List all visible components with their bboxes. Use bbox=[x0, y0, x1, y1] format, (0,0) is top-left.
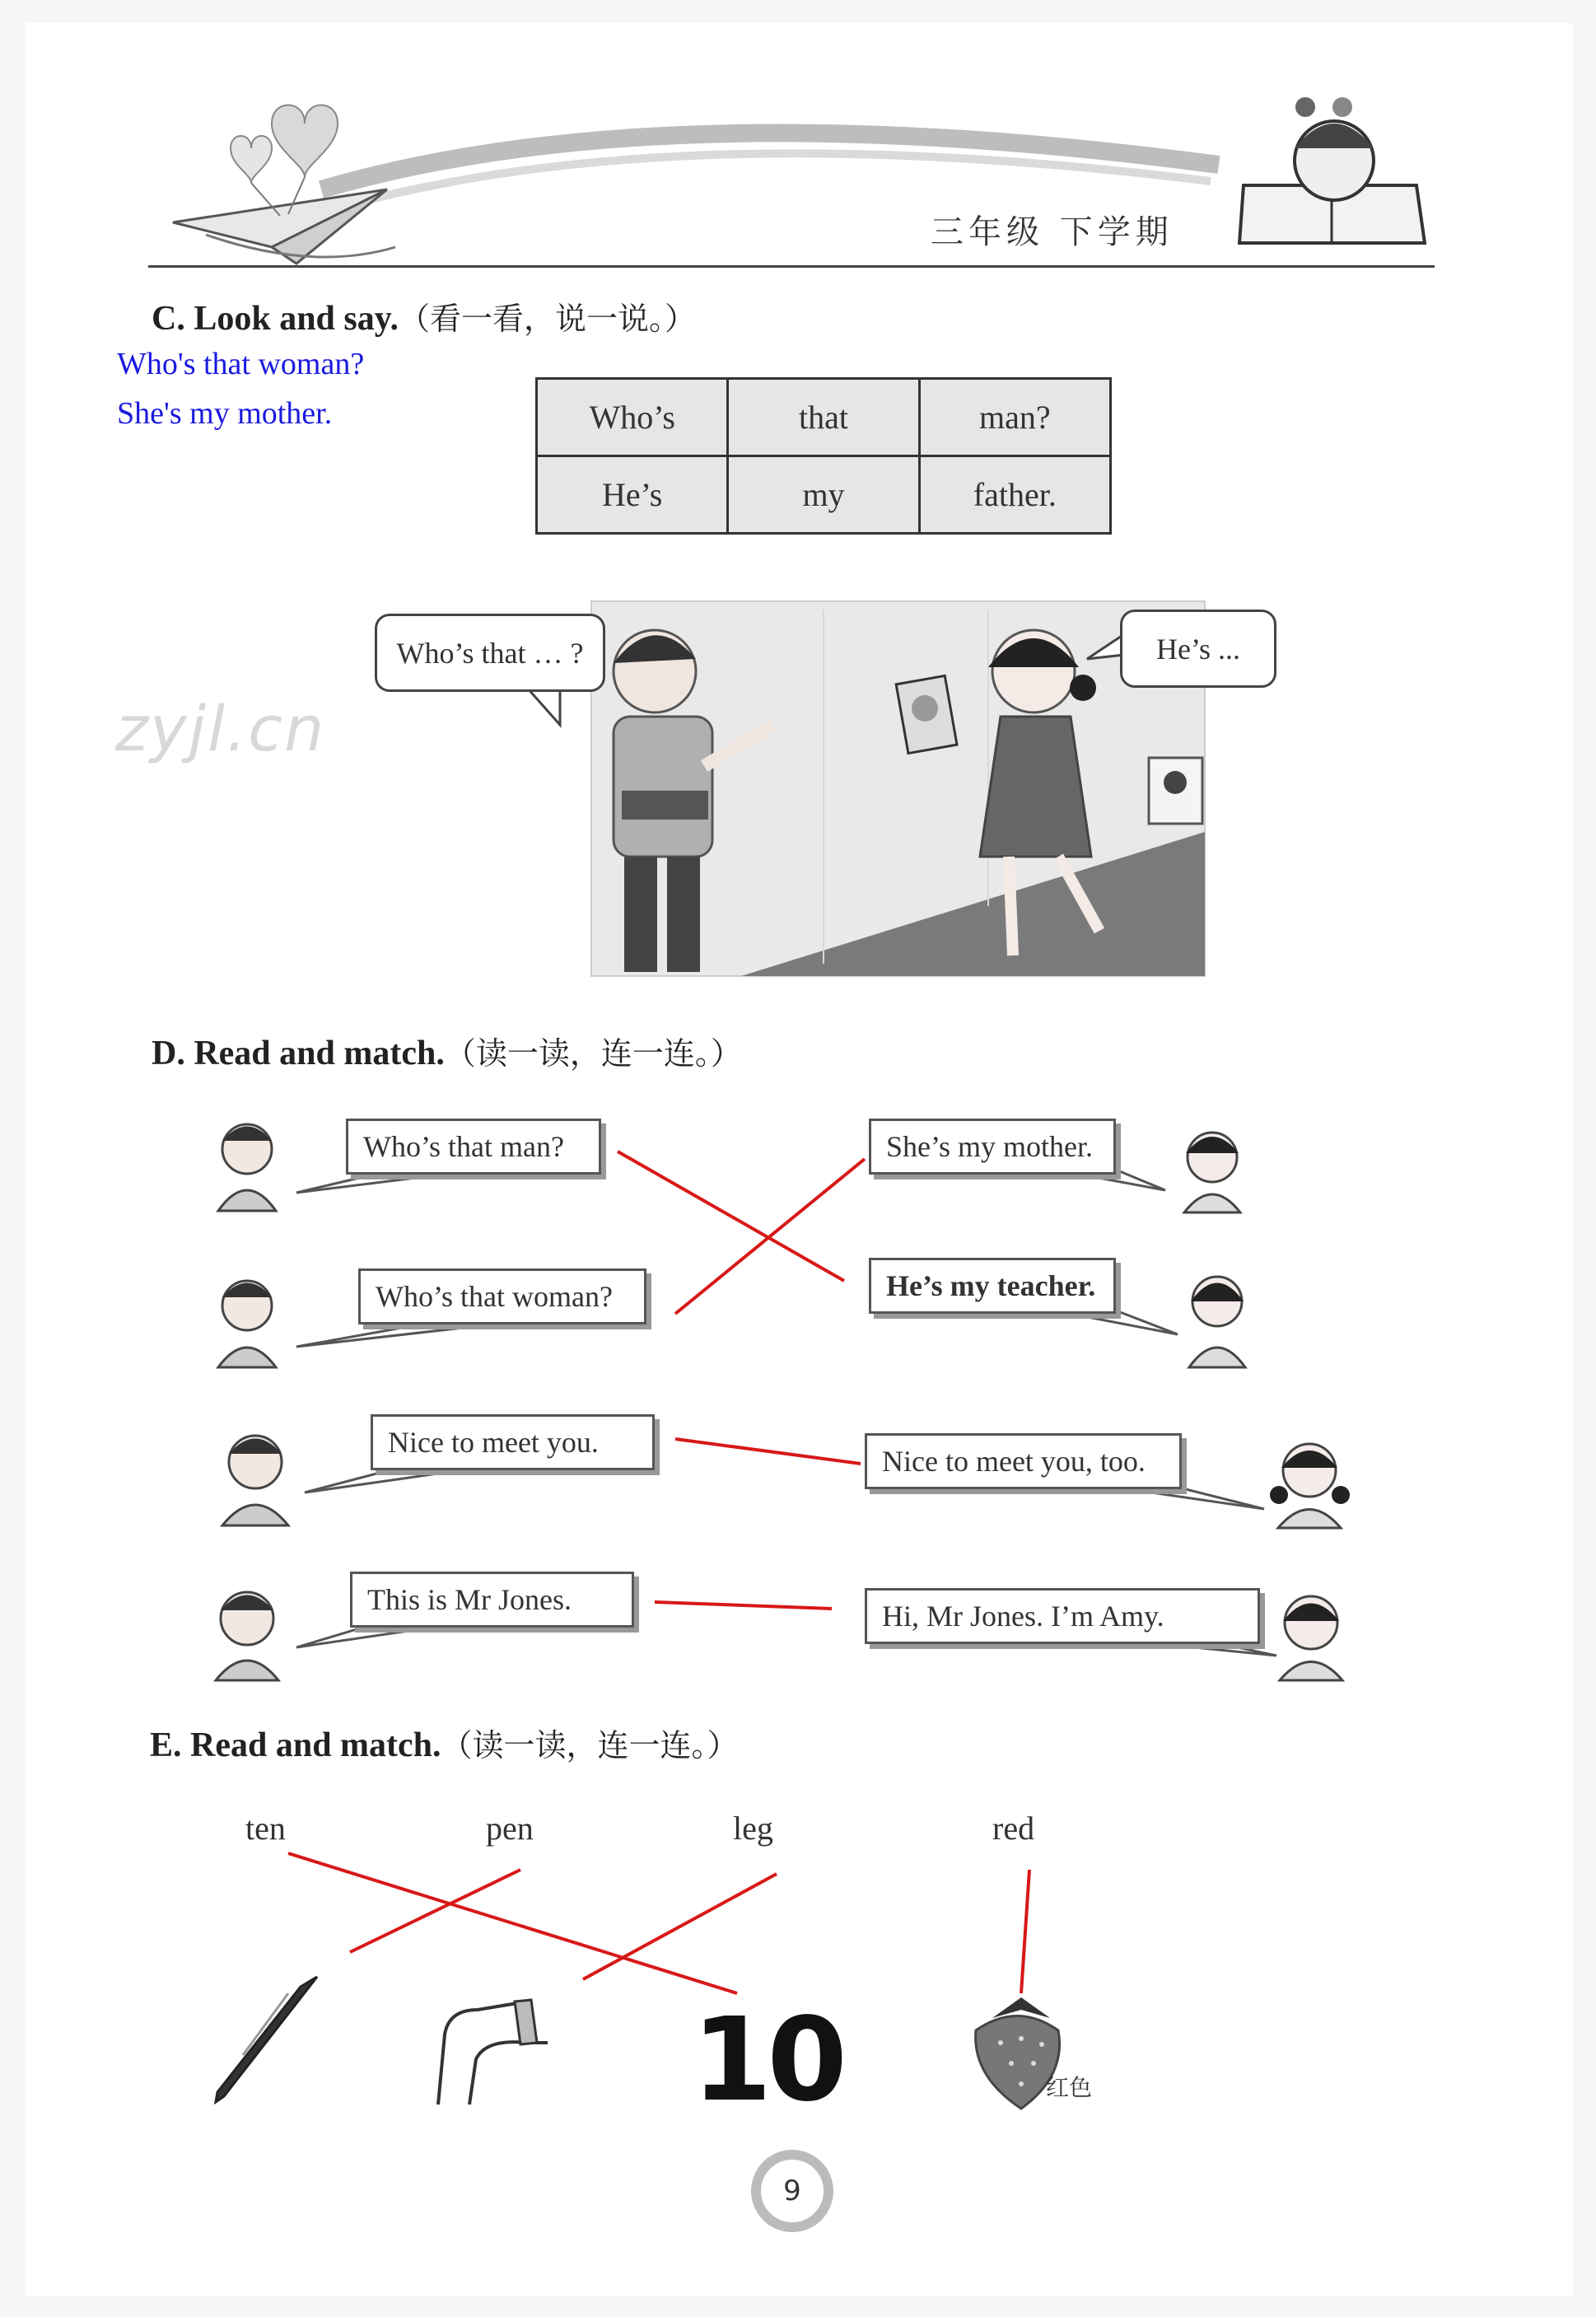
table-cell: my bbox=[728, 456, 919, 534]
left-match-item: This is Mr Jones. bbox=[350, 1572, 634, 1628]
word-leg: leg bbox=[733, 1810, 773, 1847]
word-ten: ten bbox=[245, 1810, 286, 1847]
leg-icon bbox=[438, 2000, 548, 2104]
word-red: red bbox=[992, 1810, 1035, 1847]
number-ten-picture: 10 bbox=[692, 1993, 842, 2128]
answer-line-1: Who's that woman? bbox=[117, 347, 365, 381]
section-c-heading-en: C. Look and say. bbox=[152, 300, 399, 338]
table-cell: He’s bbox=[537, 456, 728, 534]
left-match-item: Nice to meet you. bbox=[371, 1414, 655, 1470]
right-match-item: Hi, Mr Jones. I’m Amy. bbox=[865, 1588, 1260, 1644]
section-e-heading-cn: （读一读，连一连。） bbox=[441, 1727, 739, 1763]
match-lines-e bbox=[288, 1853, 1029, 1993]
page-number: 9 bbox=[783, 2175, 801, 2207]
speech-bubble-girl: He’s ... bbox=[1120, 610, 1276, 688]
right-match-item: She’s my mother. bbox=[869, 1119, 1116, 1175]
grade-label: 三年级 下学期 bbox=[931, 213, 1174, 251]
answer-line-2: She's my mother. bbox=[117, 396, 333, 431]
right-match-item: Nice to meet you, too. bbox=[865, 1433, 1182, 1489]
speech-bubble-boy: Who’s that … ? bbox=[375, 614, 605, 692]
right-match-item: He’s my teacher. bbox=[869, 1258, 1116, 1314]
section-d-heading-cn: （读一读，连一连。） bbox=[444, 1035, 742, 1072]
left-match-item: Who’s that man? bbox=[346, 1119, 601, 1175]
pen-icon bbox=[216, 1977, 317, 2102]
strawberry-color-label: 红色 bbox=[1046, 2074, 1093, 2101]
table-cell: that bbox=[728, 379, 919, 456]
section-d-heading-en: D. Read and match. bbox=[152, 1035, 445, 1072]
table-cell: father. bbox=[919, 456, 1110, 534]
table-cell: Who’s bbox=[537, 379, 728, 456]
section-c-heading-cn: （看一看，说一说。） bbox=[398, 301, 696, 337]
word-pen: pen bbox=[486, 1810, 534, 1847]
left-match-item: Who’s that woman? bbox=[358, 1268, 646, 1324]
section-e-heading-en: E. Read and match. bbox=[150, 1726, 441, 1764]
watermark: zyjl.cn bbox=[115, 692, 326, 765]
table-cell: man? bbox=[919, 379, 1110, 456]
